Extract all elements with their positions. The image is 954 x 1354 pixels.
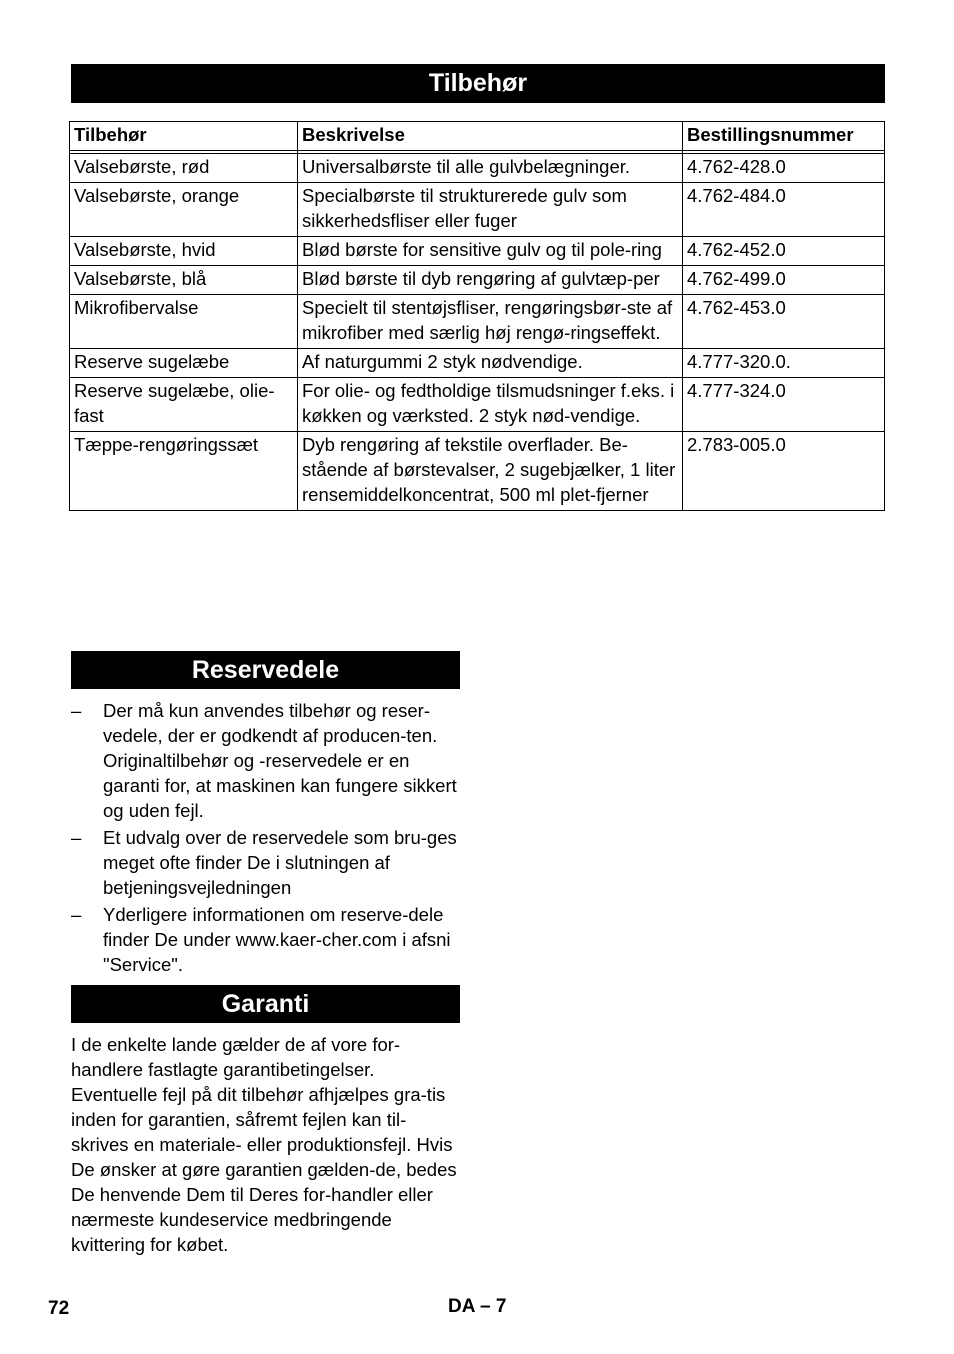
list-item — [71, 698, 463, 823]
table-row — [70, 432, 885, 511]
cell-accessory: Mikrofibervalse — [70, 295, 298, 349]
cell-order-number: 4.777-324.0 — [683, 378, 885, 432]
table-body — [70, 151, 885, 511]
page-number: 72 — [48, 1298, 70, 1319]
table-row — [70, 237, 885, 266]
cell-accessory: Valsebørste, blå — [70, 266, 298, 295]
accessories-heading: Tilbehør — [71, 64, 885, 103]
cell-description: Af naturgummi 2 styk nødvendige. — [298, 349, 683, 378]
cell-accessory: Tæppe-rengøringssæt — [70, 432, 298, 511]
cell-order-number: 4.777-320.0. — [683, 349, 885, 378]
table-row — [70, 183, 885, 237]
cell-accessory: Reserve sugelæbe, olie-fast — [70, 378, 298, 432]
accessories-table — [69, 121, 885, 511]
cell-order-number: 2.783-005.0 — [683, 432, 885, 511]
header-description: Beskrivelse — [298, 122, 683, 151]
list-item-text: Et udvalg over de reservedele som bru-ges meget ofte finder De i slutningen af betjeningsvejledningen — [103, 827, 457, 898]
cell-description: Universalbørste til alle gulvbelægninger. — [298, 154, 683, 183]
dash-bullet: – — [71, 904, 82, 925]
cell-accessory: Valsebørste, rød — [70, 154, 298, 183]
cell-accessory: Valsebørste, orange — [70, 183, 298, 237]
warranty-heading: Garanti — [71, 985, 460, 1023]
spare-parts-list — [71, 698, 463, 979]
header-order-number: Bestillingsnummer — [683, 122, 885, 151]
dash-bullet: – — [71, 700, 82, 721]
cell-description: Specialbørste til strukturerede gulv som sikkerhedsfliser eller fuger — [298, 183, 683, 237]
cell-description: For olie- og fedtholdige tilsmudsninger f.eks. i køkken og værksted. 2 styk nød-vendige. — [298, 378, 683, 432]
cell-description: Dyb rengøring af tekstile overflader. Be-stående af børstevalser, 2 sugebjælker, 1 liter rensemiddelkoncentrat, 500 ml plet-fjerner — [298, 432, 683, 511]
list-item-text: Der må kun anvendes tilbehør og reser-vedele, der er godkendt af producen-ten. Originaltilbehør og -reservedele er en garanti for, at maskinen kan fungere sikkert og uden fejl. — [103, 700, 457, 821]
table-row — [70, 349, 885, 378]
table-header-row — [70, 122, 885, 151]
table-row — [70, 295, 885, 349]
cell-order-number: 4.762-499.0 — [683, 266, 885, 295]
cell-order-number: 4.762-484.0 — [683, 183, 885, 237]
language-page-label: DA – 7 — [448, 1296, 507, 1317]
list-item-text: Yderligere informationen om reserve-dele finder De under www.kaer-cher.com i afsni "Service". — [103, 904, 451, 975]
cell-order-number: 4.762-428.0 — [683, 154, 885, 183]
spare-parts-heading: Reservedele — [71, 651, 460, 689]
cell-description: Blød børste for sensitive gulv og til pole-ring — [298, 237, 683, 266]
cell-accessory: Reserve sugelæbe — [70, 349, 298, 378]
table-row — [70, 266, 885, 295]
cell-description: Blød børste til dyb rengøring af gulvtæp-per — [298, 266, 683, 295]
cell-accessory: Valsebørste, hvid — [70, 237, 298, 266]
cell-order-number: 4.762-453.0 — [683, 295, 885, 349]
header-accessory: Tilbehør — [70, 122, 298, 151]
cell-description: Specielt til stentøjsfliser, rengøringsbør-ste af mikrofiber med særlig høj rengø-ringseffekt. — [298, 295, 683, 349]
warranty-text: I de enkelte lande gælder de af vore for-handlere fastlagte garantibetingelser. Eventuelle fejl på dit tilbehør afhjælpes gra-tis inden for garantien, såfremt fejlen kan til-skrives en materiale- eller produktionsfejl. Hvis De ønsker at gøre garantien gælden-de, bedes De henvende Dem til Deres for-handler eller nærmeste kundeservice medbringende kvittering for købet. — [71, 1034, 457, 1255]
table-row — [70, 378, 885, 432]
table-row — [70, 154, 885, 183]
list-item — [71, 902, 463, 977]
cell-order-number: 4.762-452.0 — [683, 237, 885, 266]
dash-bullet: – — [71, 827, 82, 848]
list-item — [71, 825, 463, 900]
